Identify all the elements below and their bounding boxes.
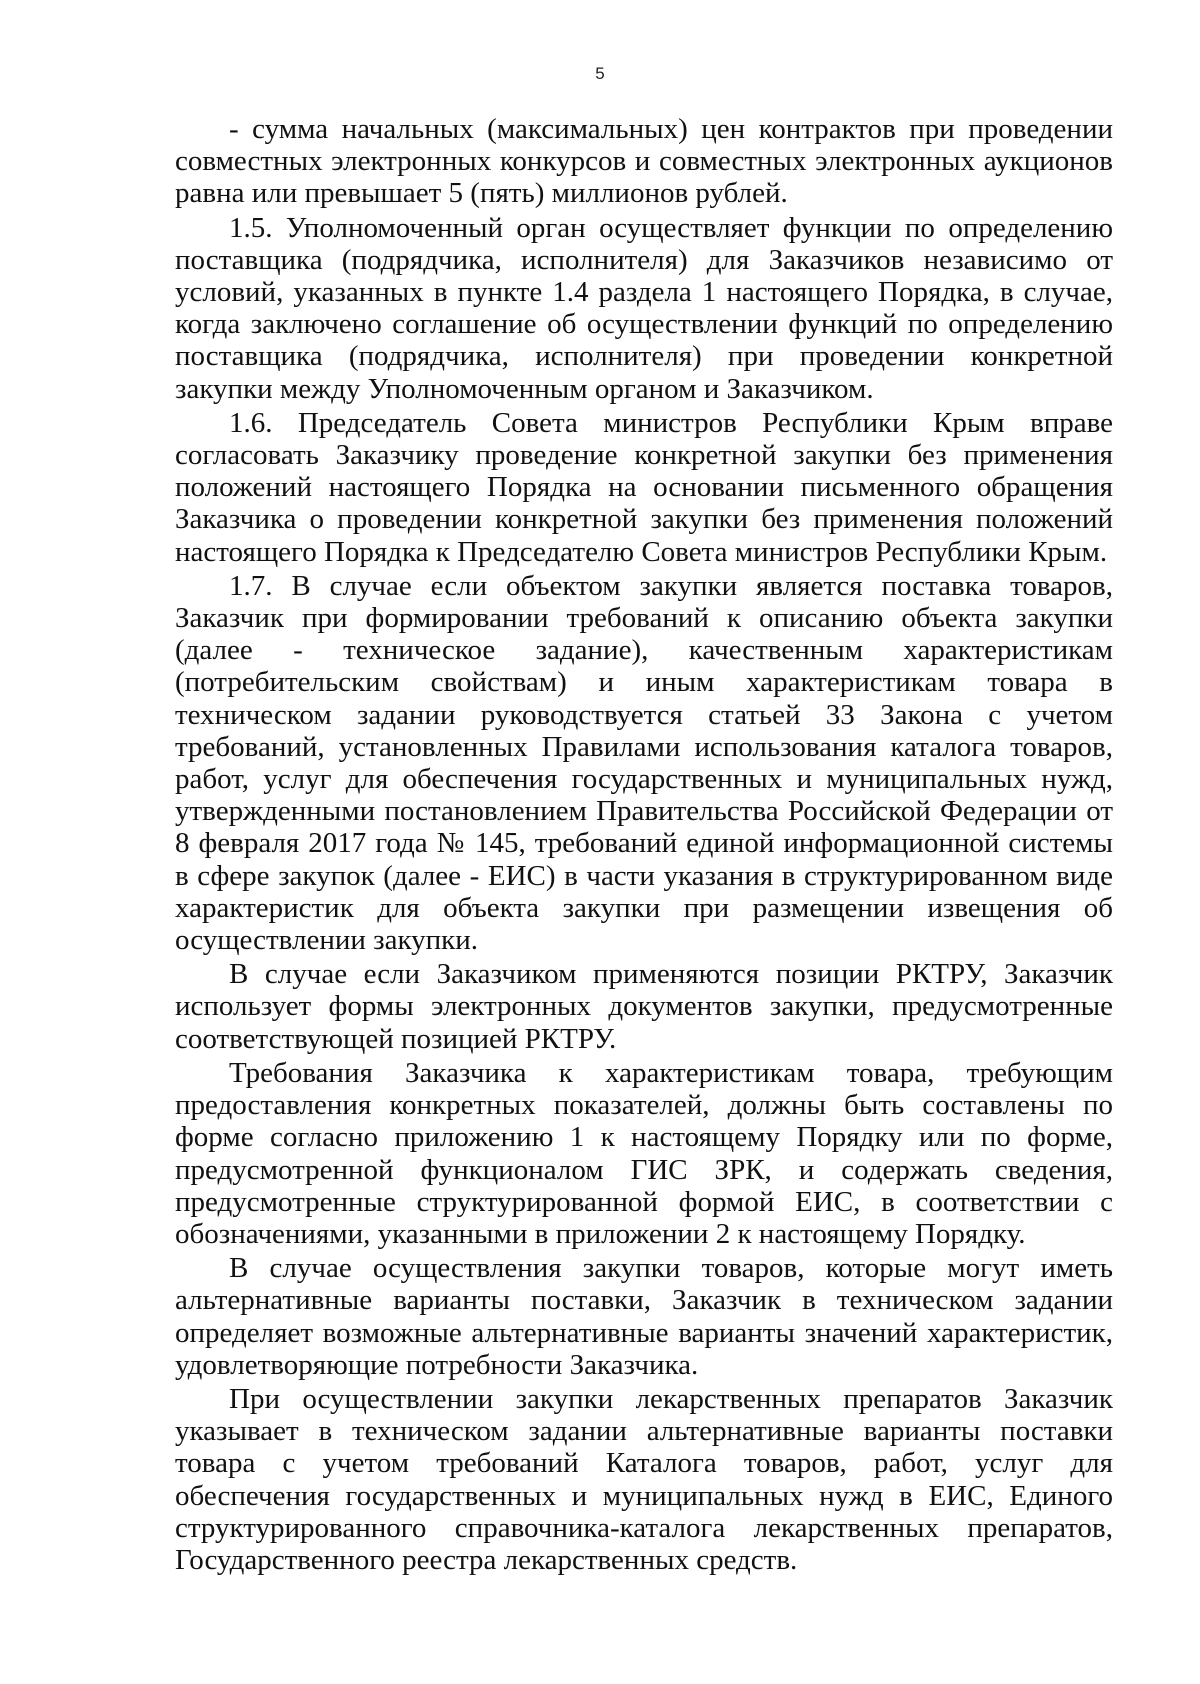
paragraph-medicines: При осуществлении закупки лекарственных препаратов Заказчик указывает в техническом задании альтернативные варианты поставки товара с учетом требований Каталога товаров, работ, услуг для обеспечения государственных и муниципальных нужд в ЕИС, Единого структурированного справочника-каталога лекарственных препаратов, Государственного реестра лекарственных средств.	[175, 1382, 1113, 1576]
paragraph-alternative-options: В случае осуществления закупки товаров, которые могут иметь альтернативные варианты поставки, Заказчик в техническом задании определяет возможные альтернативные варианты значений характеристик, удовлетворяющие потребности Заказчика.	[175, 1252, 1113, 1381]
paragraph-1-6: 1.6. Председатель Совета министров Республики Крым вправе согласовать Заказчику проведение конкретной закупки без применения положений настоящего Порядка на основании письменного обращения Заказчика о проведении конкретной закупки без применения положений настоящего Порядка к Председателю Совета министров Республики Крым.	[175, 406, 1113, 568]
paragraph-1-7: 1.7. В случае если объектом закупки является поставка товаров, Заказчик при формировании требований к описанию объекта закупки (далее - техническое задание), качественным характеристикам (потребительским свойствам) и иным характеристикам товара в техническом задании руководствуется статьей 33 Закона с учетом требований, установленных Правилами использования каталога товаров, работ, услуг для обеспечения государственных и муниципальных нужд, утвержденными постановлением Правительства Российской Федерации от 8 февраля 2017 года № 145, требований единой информационной системы в сфере закупок (далее - ЕИС) в части указания в структурированном виде характеристик для объекта закупки при размещении извещения об осуществлении закупки.	[175, 569, 1113, 957]
paragraph-1-5: 1.5. Уполномоченный орган осуществляет функции по определению поставщика (подрядчика, исполнителя) для Заказчиков независимо от условий, указанных в пункте 1.4 раздела 1 настоящего Порядка, в случае, когда заключено соглашение об осуществлении функций по определению поставщика (подрядчика, исполнителя) при проведении конкретной закупки между Уполномоченным органом и Заказчиком.	[175, 211, 1113, 405]
paragraph-rktru: В случае если Заказчиком применяются позиции РКТРУ, Заказчик использует формы электронных документов закупки, предусмотренные соответствующей позицией РКТРУ.	[175, 958, 1113, 1055]
document-body	[175, 113, 1113, 1576]
paragraph-sum-threshold: - сумма начальных (максимальных) цен контрактов при проведении совместных электронных конкурсов и совместных электронных аукционов равна или превышает 5 (пять) миллионов рублей.	[175, 113, 1113, 210]
page-number: 5	[595, 64, 605, 83]
paragraph-requirements-form: Требования Заказчика к характеристикам товара, требующим предоставления конкретных показателей, должны быть составлены по форме согласно приложению 1 к настоящему Порядку или по форме, предусмотренной функционалом ГИС ЗРК, и содержать сведения, предусмотренные структурированной формой ЕИС, в соответствии с обозначениями, указанными в приложении 2 к настоящему Порядку.	[175, 1056, 1113, 1250]
